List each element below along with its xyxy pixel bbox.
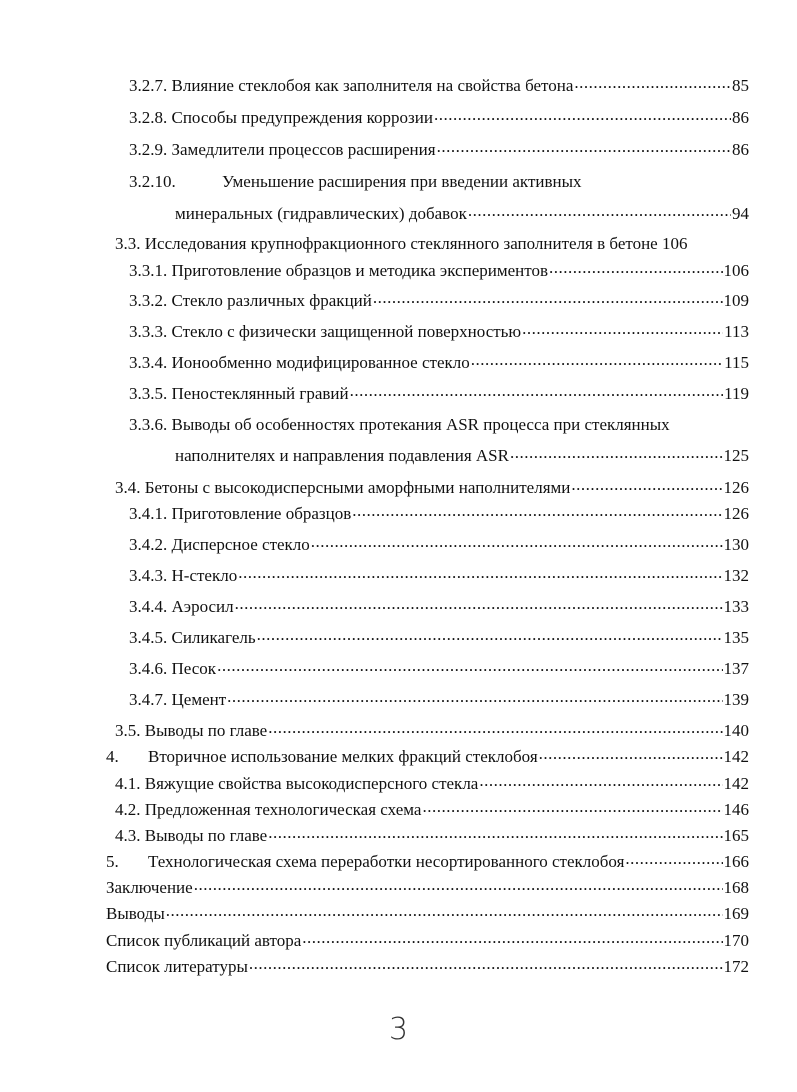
- toc-entry: [129, 139, 749, 161]
- toc-title: Песок: [171, 659, 217, 678]
- toc-entry: [106, 930, 749, 952]
- toc-title: Ионообменно модифицированное стекло: [171, 353, 470, 372]
- toc-title: Приготовление образцов и методика экспериментов: [171, 261, 548, 280]
- toc-entry: [129, 534, 749, 556]
- toc-leader: [571, 479, 722, 493]
- toc-page: 115: [724, 353, 749, 372]
- toc-page: 85: [732, 76, 749, 95]
- toc-number: 3.4.3.: [129, 566, 168, 585]
- toc-page: 142: [723, 774, 749, 793]
- toc-leader: [227, 691, 722, 705]
- toc-number: 5.: [106, 852, 119, 871]
- toc-number: 3.4.1.: [129, 504, 168, 523]
- toc-entry: [129, 352, 749, 374]
- toc-title: Аэросил: [171, 597, 234, 616]
- toc-number: 3.4.4.: [129, 597, 168, 616]
- toc-title: Бетоны с высокодисперсными аморфными наполнителями: [144, 478, 571, 497]
- toc-title: Вяжущие свойства высокодисперсного стекла: [144, 774, 479, 793]
- toc-number: 3.4.2.: [129, 535, 168, 554]
- toc-page: 119: [724, 384, 749, 403]
- toc-title: Замедлители процессов расширения: [171, 140, 436, 159]
- toc-title: Пеностеклянный гравий: [171, 384, 349, 403]
- toc-entry: [129, 383, 749, 405]
- toc-leader: [574, 77, 731, 91]
- toc-leader: [625, 853, 722, 867]
- toc-title: Стекло с физически защищенной поверхностью: [171, 322, 522, 341]
- toc-title: Предложенная технологическая схема: [144, 800, 422, 819]
- toc-title: минеральных (гидравлических) добавок: [175, 204, 467, 223]
- toc-leader: [471, 354, 723, 368]
- toc-leader: [437, 141, 731, 155]
- toc-entry: [129, 627, 749, 649]
- toc-page: 94: [732, 204, 749, 223]
- toc-leader: [352, 505, 722, 519]
- toc-entry-first-line: [129, 171, 176, 193]
- toc-leader: [539, 748, 723, 762]
- toc-number: 4.: [106, 747, 119, 766]
- toc-page: 146: [723, 800, 749, 819]
- toc-title: Влияние стеклобоя как заполнителя на свойства бетона: [171, 76, 574, 95]
- toc-title: Цемент: [171, 690, 227, 709]
- toc-number: 4.2.: [115, 800, 141, 819]
- toc-entry: [106, 903, 749, 925]
- toc-entry: [175, 203, 749, 225]
- toc-entry: [129, 565, 749, 587]
- page-number: 3: [388, 1012, 409, 1047]
- toc-page: 125: [723, 446, 749, 465]
- toc-leader: [522, 323, 723, 337]
- toc-entry: [106, 956, 749, 978]
- toc-page: 109: [723, 291, 749, 310]
- toc-entry: [106, 746, 749, 768]
- toc-entry: [129, 596, 749, 618]
- toc-page: 106: [723, 261, 749, 280]
- toc-entry-first-line: [222, 171, 582, 193]
- toc-number: 3.2.9.: [129, 140, 168, 159]
- toc-title: Исследования крупнофракционного стеклянного заполнителя в бетоне: [144, 234, 658, 253]
- toc-page: 86: [732, 108, 749, 127]
- toc-number: 3.3.6.: [129, 415, 168, 434]
- toc-number: 3.4.: [115, 478, 141, 497]
- toc-title: Заключение: [106, 878, 193, 897]
- toc-page: 135: [723, 628, 749, 647]
- toc-entry: [115, 720, 749, 742]
- toc-page: 86: [732, 140, 749, 159]
- toc-entry: [129, 290, 749, 312]
- toc-leader: [373, 292, 723, 306]
- toc-entry: [129, 503, 749, 525]
- toc-title: Технологическая схема переработки несортированного стеклобоя: [148, 852, 625, 871]
- toc-leader: [268, 827, 722, 841]
- toc-leader: [350, 385, 723, 399]
- toc-number: 3.5.: [115, 721, 141, 740]
- toc-title-line1: Уменьшение расширения при введении активных: [222, 172, 582, 191]
- toc-leader: [238, 567, 722, 581]
- toc-number: 4.1.: [115, 774, 141, 793]
- toc-page: 126: [723, 478, 749, 497]
- toc-number: 4.3.: [115, 826, 141, 845]
- toc-leader: [311, 536, 723, 550]
- toc-entry: [129, 75, 749, 97]
- toc-leader: [235, 598, 723, 612]
- toc-entry: [115, 799, 749, 821]
- toc-number: 3.4.6.: [129, 659, 168, 678]
- toc-leader: [422, 801, 722, 815]
- toc-page: 172: [723, 957, 749, 976]
- toc-leader: [510, 447, 723, 461]
- toc-leader: [434, 109, 731, 123]
- toc-number: 3.3.2.: [129, 291, 168, 310]
- toc-leader: [249, 958, 723, 972]
- toc-title: Стекло различных фракций: [171, 291, 372, 310]
- toc-title: Н-стекло: [171, 566, 238, 585]
- toc-leader: [166, 905, 723, 919]
- toc-page: 170: [723, 931, 749, 950]
- toc-number: 3.3.5.: [129, 384, 168, 403]
- toc-page: 132: [723, 566, 749, 585]
- toc-page: 106: [661, 234, 688, 253]
- toc-entry: [115, 825, 749, 847]
- toc-page: 130: [723, 535, 749, 554]
- toc-page: 133: [723, 597, 749, 616]
- toc-number: 3.3.3.: [129, 322, 168, 341]
- toc-entry: [115, 233, 749, 255]
- toc-page: 140: [723, 721, 749, 740]
- toc-number: 3.4.5.: [129, 628, 168, 647]
- toc-page: 113: [724, 322, 749, 341]
- toc-title: Список публикаций автора: [106, 931, 302, 950]
- toc-number: 3.3.: [115, 234, 141, 253]
- toc-leader: [194, 879, 723, 893]
- toc-entry: [129, 321, 749, 343]
- toc-title: наполнителях и направления подавления ASR: [175, 446, 509, 465]
- toc-title: Выводы по главе: [144, 721, 268, 740]
- toc-page: 165: [723, 826, 749, 845]
- toc-title: Вторичное использование мелких фракций стеклобоя: [148, 747, 538, 766]
- toc-number: 3.3.1.: [129, 261, 168, 280]
- toc-number: 3.2.8.: [129, 108, 168, 127]
- toc-number: 3.3.4.: [129, 353, 168, 372]
- toc-number: 3.2.10.: [129, 172, 176, 191]
- toc-leader: [549, 262, 723, 276]
- toc-leader: [268, 722, 722, 736]
- toc-page: 137: [723, 659, 749, 678]
- toc-number: 3.4.7.: [129, 690, 168, 709]
- toc-entry-first-line: [129, 414, 670, 436]
- toc-entry: [115, 477, 749, 499]
- toc-leader: [479, 775, 722, 789]
- toc-title: Выводы по главе: [144, 826, 268, 845]
- toc-title: Дисперсное стекло: [171, 535, 310, 554]
- toc-leader: [257, 629, 723, 643]
- toc-page: 142: [723, 747, 749, 766]
- toc-entry: [129, 689, 749, 711]
- toc-title: Способы предупреждения коррозии: [171, 108, 433, 127]
- toc-number: 3.2.7.: [129, 76, 168, 95]
- toc-page: 126: [723, 504, 749, 523]
- toc-page: 166: [723, 852, 749, 871]
- toc-leader: [468, 205, 731, 219]
- toc-page: 168: [723, 878, 749, 897]
- toc-entry: [129, 107, 749, 129]
- toc-entry: [175, 445, 749, 467]
- toc-page: 139: [723, 690, 749, 709]
- toc-leader: [217, 660, 722, 674]
- toc-title: Список литературы: [106, 957, 248, 976]
- toc-title: Выводы: [106, 904, 165, 923]
- toc-title: Силикагель: [171, 628, 256, 647]
- toc-title-line1: Выводы об особенностях протекания ASR процесса при стеклянных: [171, 415, 670, 434]
- toc-entry: [115, 773, 749, 795]
- toc-entry: [129, 658, 749, 680]
- toc-leader: [302, 932, 722, 946]
- toc-page: 169: [723, 904, 749, 923]
- toc-entry: [106, 851, 749, 873]
- toc-entry: [129, 260, 749, 282]
- toc-title: Приготовление образцов: [171, 504, 352, 523]
- toc-entry: [106, 877, 749, 899]
